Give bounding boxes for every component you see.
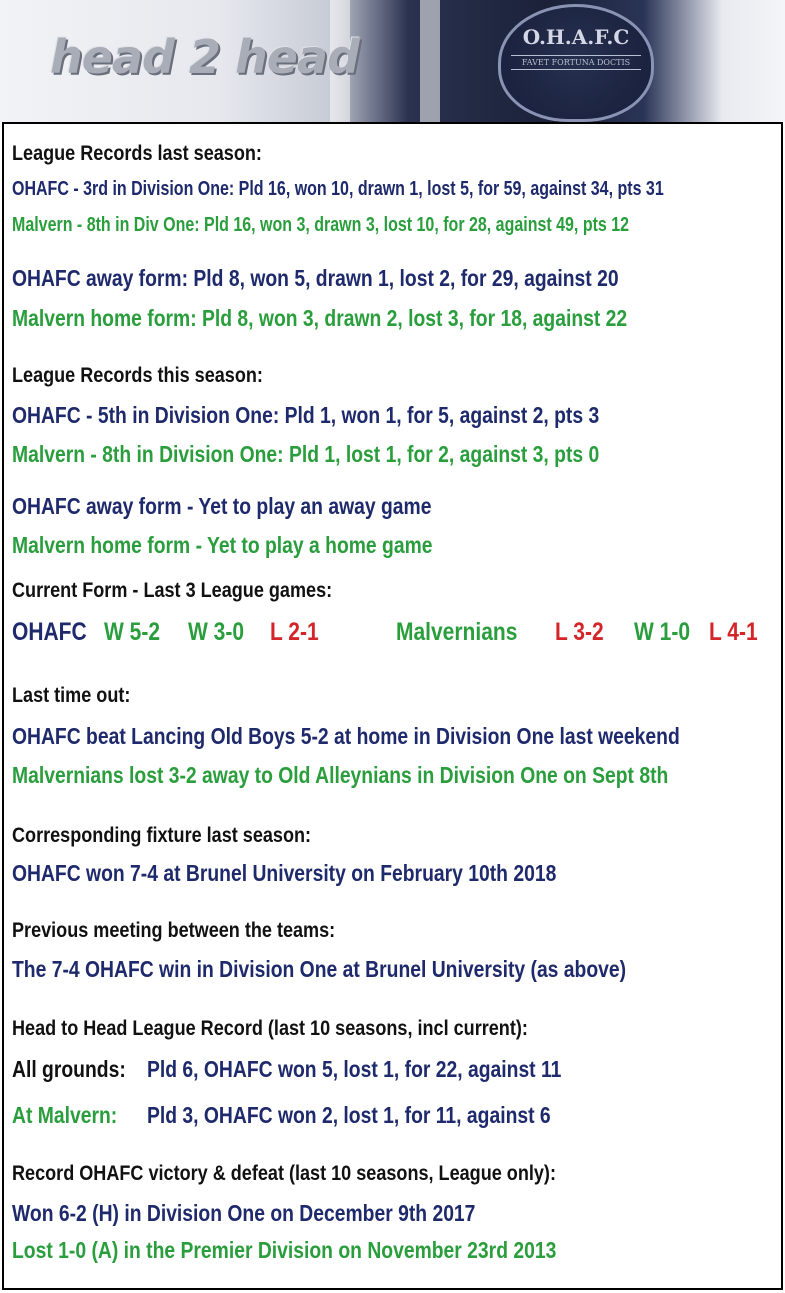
stats-panel	[2, 122, 783, 1290]
form-result: W 1-0	[634, 618, 691, 646]
this-season-ohafc: OHAFC - 5th in Division One: Pld 1, won 1, for 5, against 2, pts 3	[12, 402, 600, 428]
last-season-malvern: Malvern - 8th in Div One: Pld 16, won 3, drawn 3, lost 10, for 28, against 49, pts 12	[12, 214, 630, 236]
form-result: L 3-2	[555, 618, 604, 646]
form-result: W 3-0	[188, 618, 245, 646]
h2h-all-value: Pld 6, OHAFC won 5, lost 1, for 22, against 11	[147, 1056, 562, 1082]
header-banner	[0, 0, 785, 122]
banner-stripe	[420, 0, 440, 122]
form-team-malvernians: Malvernians	[396, 618, 518, 646]
previous-heading: Previous meeting between the teams:	[12, 919, 336, 942]
last-season-heading: League Records last season:	[12, 142, 262, 165]
this-season-malvern: Malvern - 8th in Division One: Pld 1, lost 1, for 2, against 3, pts 0	[12, 441, 600, 467]
corresponding-text: OHAFC won 7-4 at Brunel University on February 10th 2018	[12, 860, 557, 886]
last-time-out-malvern: Malvernians lost 3-2 away to Old Alleynians in Division One on Sept 8th	[12, 762, 669, 788]
form-result: L 4-1	[709, 618, 758, 646]
crest-motto: FAVET FORTUNA DOCTIS	[511, 55, 641, 70]
corresponding-heading: Corresponding fixture last season:	[12, 824, 312, 847]
last-time-out-heading: Last time out:	[12, 684, 131, 707]
form-team-ohafc: OHAFC	[12, 618, 87, 646]
this-season-malvern-home: Malvern home form - Yet to play a home game	[12, 532, 433, 558]
h2h-all-label: All grounds:	[12, 1056, 126, 1082]
crest-text: O.H.A.F.C	[522, 25, 630, 49]
last-season-ohafc-away: OHAFC away form: Pld 8, won 5, drawn 1, lost 2, for 29, against 20	[12, 265, 619, 291]
h2h-malvern-value: Pld 3, OHAFC won 2, lost 1, for 11, against 6	[147, 1102, 551, 1128]
current-form-heading: Current Form - Last 3 League games:	[12, 579, 333, 602]
this-season-ohafc-away: OHAFC away form - Yet to play an away game	[12, 493, 432, 519]
banner-title: head 2 head	[50, 30, 359, 84]
club-crest-icon	[498, 4, 654, 122]
previous-text: The 7-4 OHAFC win in Division One at Brunel University (as above)	[12, 956, 627, 982]
h2h-heading: Head to Head League Record (last 10 seasons, incl current):	[12, 1017, 528, 1040]
last-time-out-ohafc: OHAFC beat Lancing Old Boys 5-2 at home in Division One last weekend	[12, 723, 680, 749]
this-season-heading: League Records this season:	[12, 364, 263, 387]
record-victory: Won 6-2 (H) in Division One on December 9th 2017	[12, 1200, 476, 1226]
record-defeat: Lost 1-0 (A) in the Premier Division on November 23rd 2013	[12, 1237, 557, 1263]
form-result: L 2-1	[270, 618, 319, 646]
last-season-malvern-home: Malvern home form: Pld 8, won 3, drawn 2, lost 3, for 18, against 22	[12, 305, 628, 331]
record-heading: Record OHAFC victory & defeat (last 10 seasons, League only):	[12, 1162, 556, 1185]
last-season-ohafc: OHAFC - 3rd in Division One: Pld 16, won 10, drawn 1, lost 5, for 59, against 34, pts 31	[12, 178, 664, 200]
h2h-malvern-label: At Malvern:	[12, 1102, 118, 1128]
form-result: W 5-2	[104, 618, 161, 646]
